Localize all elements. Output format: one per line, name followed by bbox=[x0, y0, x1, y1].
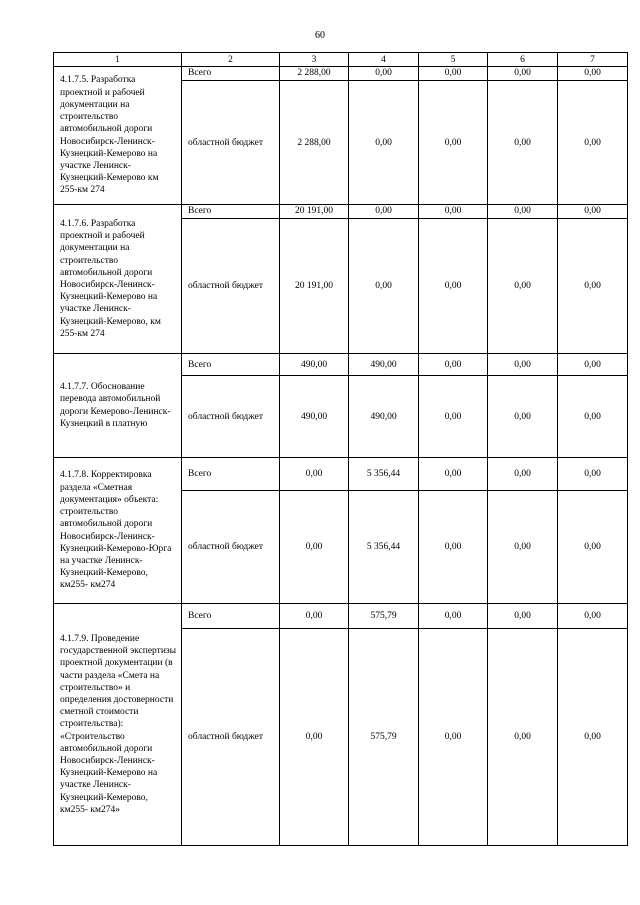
value-cell: 575,79 bbox=[349, 604, 419, 629]
table-row-total bbox=[54, 458, 628, 491]
value-cell: 0,00 bbox=[488, 376, 558, 458]
value-cell: 490,00 bbox=[349, 354, 419, 376]
column-header: 7 bbox=[558, 53, 628, 67]
funding-source-label: Всего bbox=[182, 458, 280, 491]
funding-source-label: Всего bbox=[182, 67, 280, 81]
value-cell: 0,00 bbox=[488, 629, 558, 846]
value-cell: 0,00 bbox=[419, 629, 488, 846]
column-header: 4 bbox=[349, 53, 419, 67]
value-cell: 0,00 bbox=[419, 354, 488, 376]
value-cell: 575,79 bbox=[349, 629, 419, 846]
value-cell: 0,00 bbox=[488, 604, 558, 629]
value-cell: 0,00 bbox=[558, 458, 628, 491]
column-header: 5 bbox=[419, 53, 488, 67]
value-cell: 0,00 bbox=[280, 458, 349, 491]
value-cell: 0,00 bbox=[488, 458, 558, 491]
activity-name: 4.1.7.9. Проведение государственной экспертизы проектной документации (в части раздела «Смета на строительство» и определения достоверности сметной стоимости строительства): «Строительство автомобильной дороги Новосибирск-Ленинск-Кузнецкий-Кемерово на участке Ленинск-Кузнецкий-Кемерово, км255- км274» bbox=[54, 604, 182, 846]
value-cell: 0,00 bbox=[488, 219, 558, 354]
column-header: 1 bbox=[54, 53, 182, 67]
value-cell: 5 356,44 bbox=[349, 458, 419, 491]
value-cell: 0,00 bbox=[558, 205, 628, 219]
header-row bbox=[54, 53, 628, 67]
activity-name: 4.1.7.5. Разработка проектной и рабочей документации на строительство автомобильной дороги Новосибирск-Ленинск-Кузнецкий-Кемерово на участке Ленинск-Кузнецкий-Кемерово км 255-км 274 bbox=[54, 67, 182, 205]
value-cell: 0,00 bbox=[419, 219, 488, 354]
value-cell: 490,00 bbox=[280, 376, 349, 458]
value-cell: 0,00 bbox=[558, 354, 628, 376]
value-cell: 490,00 bbox=[280, 354, 349, 376]
column-header: 2 bbox=[182, 53, 280, 67]
table-row-total bbox=[54, 205, 628, 219]
value-cell: 0,00 bbox=[419, 205, 488, 219]
value-cell: 0,00 bbox=[419, 67, 488, 81]
value-cell: 0,00 bbox=[349, 219, 419, 354]
funding-source-label: областной бюджет bbox=[182, 629, 280, 846]
funding-source-label: Всего bbox=[182, 604, 280, 629]
activity-name: 4.1.7.7. Обоснование перевода автомобильной дороги Кемерово-Ленинск-Кузнецкий в платную bbox=[54, 354, 182, 458]
value-cell: 0,00 bbox=[558, 81, 628, 205]
value-cell: 0,00 bbox=[419, 458, 488, 491]
budget-table bbox=[53, 52, 628, 846]
column-header: 6 bbox=[488, 53, 558, 67]
value-cell: 0,00 bbox=[419, 376, 488, 458]
value-cell: 0,00 bbox=[349, 81, 419, 205]
value-cell: 0,00 bbox=[488, 354, 558, 376]
funding-source-label: областной бюджет bbox=[182, 81, 280, 205]
value-cell: 0,00 bbox=[280, 604, 349, 629]
value-cell: 20 191,00 bbox=[280, 205, 349, 219]
value-cell: 0,00 bbox=[558, 629, 628, 846]
activity-name: 4.1.7.8. Корректировка раздела «Сметная документация» объекта: строительство автомобильной дороги Новосибирск-Ленинск-Кузнецкий-Кемерово-Юрга на участке Ленинск-Кузнецкий-Кемерово, км255- км274 bbox=[54, 458, 182, 604]
value-cell: 0,00 bbox=[488, 81, 558, 205]
value-cell: 0,00 bbox=[419, 491, 488, 604]
funding-source-label: областной бюджет bbox=[182, 376, 280, 458]
value-cell: 0,00 bbox=[419, 81, 488, 205]
table-row-total bbox=[54, 67, 628, 81]
value-cell: 0,00 bbox=[558, 219, 628, 354]
value-cell: 0,00 bbox=[280, 491, 349, 604]
value-cell: 0,00 bbox=[558, 376, 628, 458]
page-number: 60 bbox=[315, 30, 325, 41]
value-cell: 0,00 bbox=[488, 205, 558, 219]
activity-name: 4.1.7.6. Разработка проектной и рабочей документации на строительство автомобильной дороги Новосибирск-Ленинск-Кузнецкий-Кемерово на участке Ленинск-Кузнецкий-Кемерово, км 255-км 274 bbox=[54, 205, 182, 354]
table-row-total bbox=[54, 354, 628, 376]
value-cell: 0,00 bbox=[488, 491, 558, 604]
value-cell: 490,00 bbox=[349, 376, 419, 458]
funding-source-label: Всего bbox=[182, 354, 280, 376]
value-cell: 2 288,00 bbox=[280, 67, 349, 81]
table-row-total bbox=[54, 604, 628, 629]
value-cell: 0,00 bbox=[558, 604, 628, 629]
funding-source-label: Всего bbox=[182, 205, 280, 219]
value-cell: 2 288,00 bbox=[280, 81, 349, 205]
funding-source-label: областной бюджет bbox=[182, 219, 280, 354]
value-cell: 0,00 bbox=[419, 604, 488, 629]
value-cell: 0,00 bbox=[558, 67, 628, 81]
value-cell: 0,00 bbox=[280, 629, 349, 846]
value-cell: 0,00 bbox=[558, 491, 628, 604]
value-cell: 0,00 bbox=[349, 67, 419, 81]
value-cell: 0,00 bbox=[349, 205, 419, 219]
value-cell: 20 191,00 bbox=[280, 219, 349, 354]
value-cell: 5 356,44 bbox=[349, 491, 419, 604]
column-header: 3 bbox=[280, 53, 349, 67]
value-cell: 0,00 bbox=[488, 67, 558, 81]
funding-source-label: областной бюджет bbox=[182, 491, 280, 604]
